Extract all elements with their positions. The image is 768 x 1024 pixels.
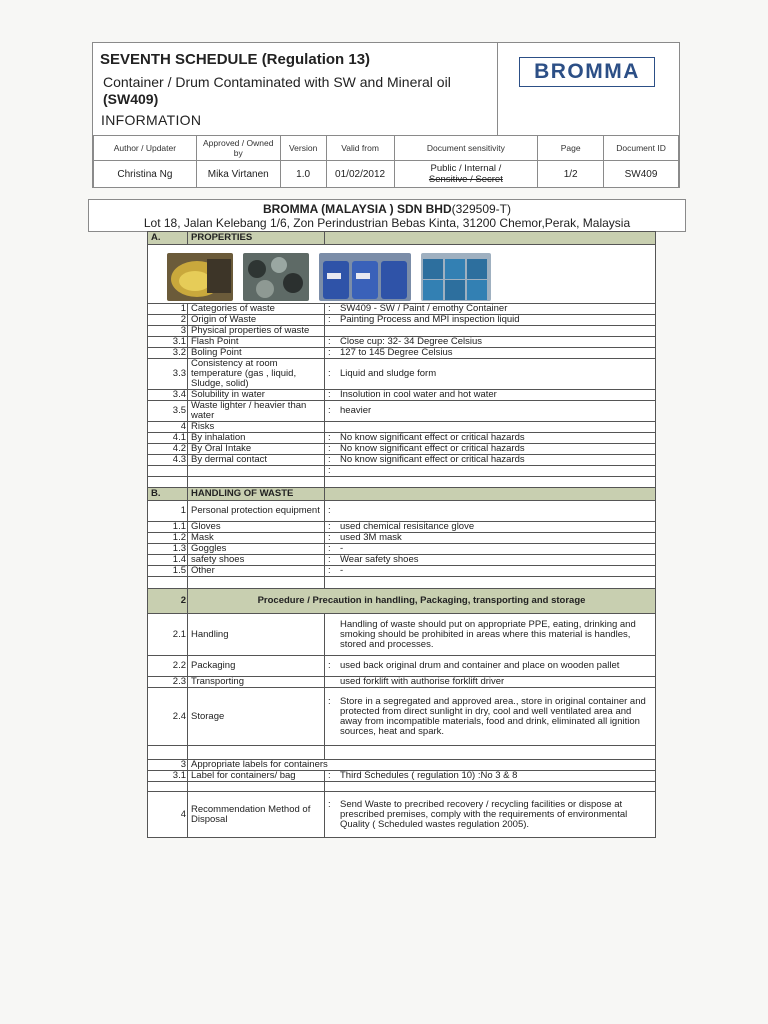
row-value: Insolution in cool water and hot water xyxy=(340,389,497,400)
row-label: By inhalation xyxy=(188,433,325,444)
meta-page: 1/2 xyxy=(538,161,604,188)
spacer-row xyxy=(148,782,656,792)
row-label: Origin of Waste xyxy=(188,315,325,326)
row-value: used forklift with authorise forklift driver xyxy=(340,676,505,687)
row-label: Other xyxy=(188,566,325,577)
row-number: 3.3 xyxy=(148,359,188,390)
row-number: 2.1 xyxy=(148,614,188,656)
table-row xyxy=(148,401,656,422)
row-label: Recommendation Method of Disposal xyxy=(188,792,325,838)
row-number: 3.2 xyxy=(148,348,188,359)
row-value: Handling of waste should put on appropriate PPE, eating, drinking and smoking should be prohibited in areas where this material is handles, stored and processes. xyxy=(340,618,636,650)
procedure-number: 2 xyxy=(148,589,188,614)
row-number: 1.5 xyxy=(148,566,188,577)
meta-sensitivity-struck: Sensitive / Secret xyxy=(428,174,503,185)
meta-approved: Mika Virtanen xyxy=(196,161,280,188)
row-number: 1.3 xyxy=(148,544,188,555)
row-number: 3.1 xyxy=(148,771,188,782)
spacer-row xyxy=(148,477,656,488)
table-row xyxy=(148,771,656,782)
table-row xyxy=(148,533,656,544)
row-number: 2.4 xyxy=(148,688,188,746)
meta-header-approved: Approved / Owned by xyxy=(196,136,280,161)
row-label: Handling xyxy=(188,614,325,656)
table-row xyxy=(148,677,656,688)
row-value: No know significant effect or critical hazards xyxy=(340,454,525,465)
document-title-text: Container / Drum Contaminated with SW and Mineral oil xyxy=(103,74,451,90)
meta-header-author: Author / Updater xyxy=(94,136,197,161)
table-row xyxy=(148,614,656,656)
row-number: 3 xyxy=(148,326,188,337)
row-number: 2 xyxy=(148,315,188,326)
row-label: safety shoes xyxy=(188,555,325,566)
row-label: Transporting xyxy=(188,677,325,688)
row-value: No know significant effect or critical hazards xyxy=(340,432,525,443)
row-value: Wear safety shoes xyxy=(340,554,419,565)
rusty-drum-photo-icon xyxy=(167,253,233,301)
colon: : xyxy=(328,543,331,554)
bromma-logo: BROMMA xyxy=(519,57,655,87)
row-label: Label for containers/ bag xyxy=(188,771,325,782)
colon: : xyxy=(328,303,331,314)
meta-sensitivity xyxy=(394,161,538,188)
row-value: Send Waste to precribed recovery / recycling facilities or dispose at prescribed premises, comply with the requirements of environmental Quality ( Scheduled wastes regulation 2005). xyxy=(340,798,628,830)
table-row xyxy=(148,315,656,326)
row-label: Waste lighter / heavier than water xyxy=(188,401,325,422)
table-row xyxy=(148,348,656,359)
colon: : xyxy=(328,389,331,400)
row-label: Gloves xyxy=(188,522,325,533)
row-label: Storage xyxy=(188,688,325,746)
section-b-header xyxy=(148,488,656,501)
row-number: 2.3 xyxy=(148,677,188,688)
company-block xyxy=(88,199,686,232)
section-a-letter: A. xyxy=(148,232,188,245)
row-number: 1 xyxy=(148,304,188,315)
meta-valid-from: 01/02/2012 xyxy=(326,161,394,188)
colon: : xyxy=(328,554,331,565)
meta-header-page: Page xyxy=(538,136,604,161)
table-row xyxy=(148,422,656,433)
colon: : xyxy=(328,314,331,325)
table-row xyxy=(148,792,656,838)
row-number: 4.1 xyxy=(148,433,188,444)
company-name-line xyxy=(89,202,685,216)
table-row xyxy=(148,522,656,533)
table-row xyxy=(148,359,656,390)
spacer-row xyxy=(148,577,656,589)
blue-drums-stack-photo-icon xyxy=(421,253,491,301)
meta-author: Christina Ng xyxy=(94,161,197,188)
row-value: Liquid and sludge form xyxy=(340,368,437,379)
colon: : xyxy=(328,443,331,454)
row-number: 4 xyxy=(148,422,188,433)
table-row xyxy=(148,390,656,401)
row-label: Solubility in water xyxy=(188,390,325,401)
section-a-header xyxy=(148,232,656,245)
row-label: Flash Point xyxy=(188,337,325,348)
meta-document-id: SW409 xyxy=(604,161,679,188)
row-value: Third Schedules ( regulation 10) :No 3 & 8 xyxy=(340,770,518,781)
row-label: Goggles xyxy=(188,544,325,555)
row-label: Appropriate labels for containers xyxy=(188,760,656,771)
company-address: Lot 18, Jalan Kelebang 1/6, Zon Perindustrian Bebas Kinta, 31200 Chemor,Perak, Malaysia xyxy=(143,216,631,230)
row-label: Risks xyxy=(188,422,325,433)
row-label: Consistency at room temperature (gas , liquid, Sludge, solid) xyxy=(188,359,325,390)
row-value: Store in a segregated and approved area., store in original container and protected from direct sunlight in dry, cool and well ventilated area and away from incompatible materials, food and drink, eliminated all ignition sources, heat and spark. xyxy=(340,695,646,737)
blue-drums-photo-icon xyxy=(319,253,411,301)
row-number: 3.4 xyxy=(148,390,188,401)
crushed-containers-photo-icon xyxy=(243,253,309,301)
row-number: 4.2 xyxy=(148,444,188,455)
colon: : xyxy=(328,798,331,810)
row-value: 127 to 145 Degree Celsius xyxy=(340,347,453,358)
document-meta-table xyxy=(93,135,679,188)
row-value: Close cup: 32- 34 Degree Celsius xyxy=(340,336,483,347)
row-value: heavier xyxy=(340,405,372,416)
colon: : xyxy=(328,660,331,671)
section-b-letter: B. xyxy=(148,488,188,501)
colon: : xyxy=(328,465,331,476)
meta-version: 1.0 xyxy=(280,161,326,188)
header-title-block xyxy=(93,43,498,135)
table-row xyxy=(148,760,656,771)
table-row xyxy=(148,501,656,522)
colon: : xyxy=(328,505,331,516)
table-row xyxy=(148,326,656,337)
colon: : xyxy=(328,770,331,781)
row-value: Painting Process and MPI inspection liquid xyxy=(340,314,520,325)
colon: : xyxy=(328,347,331,358)
row-label: Physical properties of waste xyxy=(188,326,325,337)
table-row xyxy=(148,688,656,746)
colon: : xyxy=(328,565,331,576)
table-row xyxy=(148,566,656,577)
table-row xyxy=(148,433,656,444)
row-number: 4.3 xyxy=(148,455,188,466)
meta-header-document-id: Document ID xyxy=(604,136,679,161)
colon: : xyxy=(328,432,331,443)
row-number: 3 xyxy=(148,760,188,771)
meta-header-version: Version xyxy=(280,136,326,161)
table-row xyxy=(148,544,656,555)
waste-photos-row xyxy=(148,245,656,304)
table-row xyxy=(148,337,656,348)
table-row xyxy=(148,304,656,315)
row-value: - xyxy=(340,565,344,576)
row-number: 1.2 xyxy=(148,533,188,544)
row-value: No know significant effect or critical hazards xyxy=(340,443,525,454)
colon: : xyxy=(328,532,331,543)
company-reg: (329509-T) xyxy=(451,202,512,216)
row-number: 1 xyxy=(148,501,188,522)
procedure-header xyxy=(148,589,656,614)
colon: : xyxy=(328,521,331,532)
colon: : xyxy=(328,336,331,347)
table-row xyxy=(148,455,656,466)
section-b-title: HANDLING OF WASTE xyxy=(188,488,325,501)
meta-sensitivity-text: Public / Internal / xyxy=(430,163,502,174)
row-value: SW409 - SW / Paint / emothy Container xyxy=(340,303,508,314)
colon: : xyxy=(328,454,331,465)
row-label: Personal protection equipment xyxy=(188,501,325,522)
row-number: 4 xyxy=(148,792,188,838)
information-label: INFORMATION xyxy=(101,112,202,128)
colon: : xyxy=(328,368,331,379)
spacer-row xyxy=(148,466,656,477)
table-row xyxy=(148,555,656,566)
procedure-title: Procedure / Precaution in handling, Packaging, transporting and storage xyxy=(188,589,656,614)
row-value: used chemical resisitance glove xyxy=(340,521,475,532)
spacer-row xyxy=(148,746,656,760)
row-label: Mask xyxy=(188,533,325,544)
colon: : xyxy=(328,405,331,416)
company-name: BROMMA (MALAYSIA ) SDN BHD xyxy=(262,202,452,216)
row-label: By dermal contact xyxy=(188,455,325,466)
document-code: (SW409) xyxy=(103,91,159,107)
row-number: 3.5 xyxy=(148,401,188,422)
row-label: Packaging xyxy=(188,656,325,677)
properties-table xyxy=(147,231,656,838)
table-row xyxy=(148,444,656,455)
row-value: - xyxy=(340,543,344,554)
colon: : xyxy=(328,695,331,707)
document-header xyxy=(92,42,680,188)
schedule-title: SEVENTH SCHEDULE (Regulation 13) xyxy=(100,51,371,68)
row-number: 3.1 xyxy=(148,337,188,348)
row-label: Categories of waste xyxy=(188,304,325,315)
row-number: 1.4 xyxy=(148,555,188,566)
row-label: By Oral Intake xyxy=(188,444,325,455)
row-value: used 3M mask xyxy=(340,532,402,543)
meta-header-valid-from: Valid from xyxy=(326,136,394,161)
row-number: 1.1 xyxy=(148,522,188,533)
document-title xyxy=(103,74,451,108)
meta-header-sensitivity: Document sensitivity xyxy=(394,136,538,161)
row-value: used back original drum and container and place on wooden pallet xyxy=(340,660,620,671)
section-a-title: PROPERTIES xyxy=(188,232,325,245)
table-row xyxy=(148,656,656,677)
row-label: Boling Point xyxy=(188,348,325,359)
row-number: 2.2 xyxy=(148,656,188,677)
